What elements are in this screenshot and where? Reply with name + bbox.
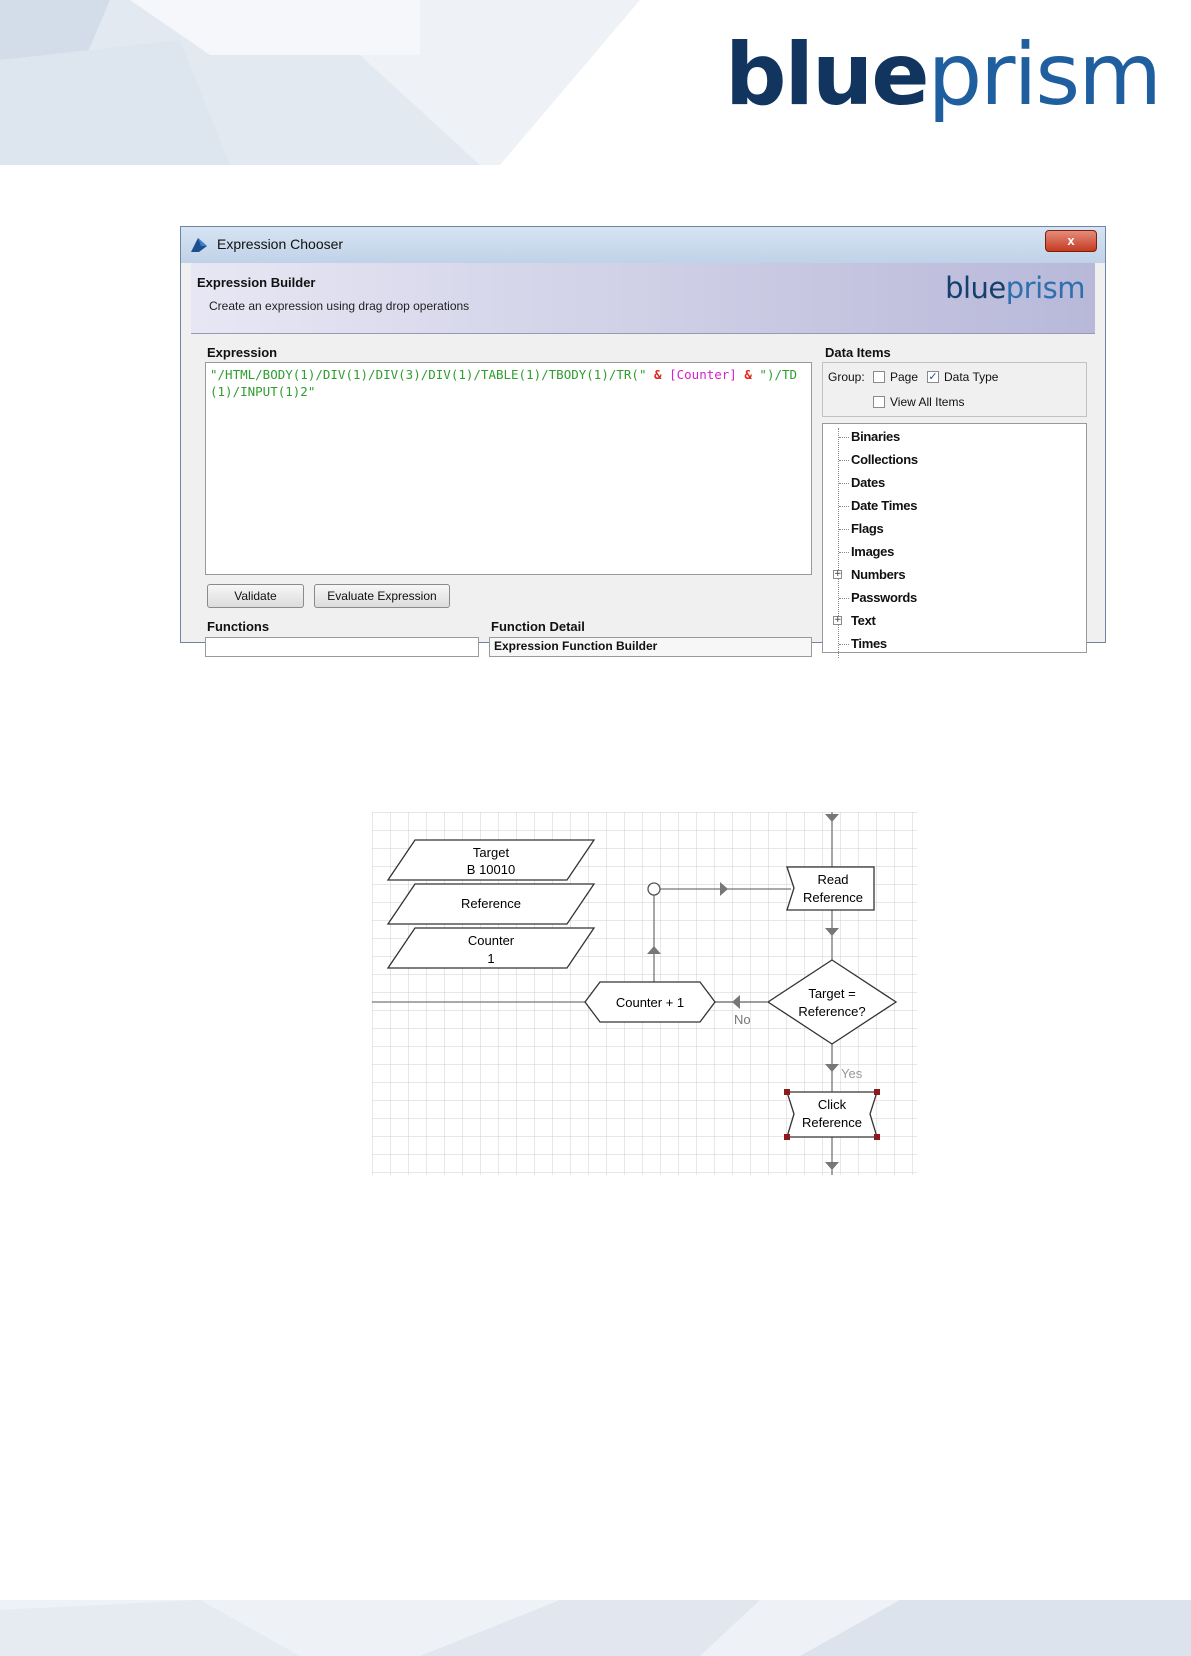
functions-list[interactable] <box>205 637 479 657</box>
data-item-target[interactable] <box>388 840 594 880</box>
svg-text:Click: Click <box>817 1097 847 1112</box>
svg-text:Reference: Reference <box>461 896 521 911</box>
read-reference-stage[interactable] <box>787 867 874 910</box>
selection-handle[interactable] <box>784 1089 790 1095</box>
function-detail-panel <box>489 637 812 657</box>
svg-text:Target: Target <box>472 845 510 860</box>
tree-item-images[interactable]: Images <box>851 544 895 559</box>
expand-numbers-icon[interactable]: + <box>834 569 842 579</box>
page-checkbox[interactable] <box>873 371 885 383</box>
expand-text-icon[interactable]: + <box>834 615 842 625</box>
svg-text:Reference: Reference <box>803 890 863 905</box>
process-flowchart <box>372 812 917 1175</box>
functions-label: Functions <box>207 619 270 634</box>
data-item-counter[interactable] <box>388 928 594 968</box>
dialog-titlebar <box>181 227 1105 263</box>
selection-handle[interactable] <box>874 1134 880 1140</box>
selection-handle[interactable] <box>784 1134 790 1140</box>
data-items-tree[interactable] <box>822 423 1087 653</box>
tree-item-numbers[interactable]: Numbers <box>851 567 906 582</box>
group-options <box>822 362 1087 417</box>
yes-label: Yes <box>841 1066 863 1081</box>
tree-item-times[interactable]: Times <box>851 636 887 651</box>
data-type-checkbox-label: Data Type <box>944 370 999 384</box>
svg-text:Target =: Target = <box>808 986 856 1001</box>
dialog-title: Expression Chooser <box>217 236 344 252</box>
svg-text:B 10010: B 10010 <box>466 862 516 877</box>
tree-item-passwords[interactable]: Passwords <box>851 590 917 605</box>
svg-text:1: 1 <box>487 951 495 966</box>
tree-item-dates[interactable]: Dates <box>851 475 885 490</box>
close-button[interactable] <box>1045 230 1097 252</box>
group-label: Group: <box>828 370 865 384</box>
tree-item-collections[interactable]: Collections <box>851 452 918 467</box>
expression-chooser-dialog <box>180 226 1106 653</box>
view-all-items-label: View All Items <box>890 395 965 409</box>
validate-button[interactable]: Validate <box>207 584 304 608</box>
close-icon: x <box>1067 233 1075 248</box>
svg-text:Reference?: Reference? <box>798 1004 866 1019</box>
footer-background-shapes <box>0 1600 1191 1656</box>
tree-item-binaries[interactable]: Binaries <box>851 429 900 444</box>
header-subtitle: Create an expression using drag drop operations <box>209 299 470 313</box>
no-label: No <box>734 1012 751 1027</box>
click-reference-stage[interactable] <box>784 1089 880 1140</box>
anchor-point <box>648 883 660 895</box>
view-all-items-checkbox[interactable] <box>873 396 885 408</box>
function-detail-label: Function Detail <box>491 619 585 634</box>
data-type-checkbox[interactable]: ✓ <box>928 370 938 383</box>
evaluate-expression-button[interactable]: Evaluate Expression <box>314 584 450 608</box>
svg-text:Reference: Reference <box>802 1115 862 1130</box>
data-item-reference[interactable] <box>388 884 594 924</box>
header-title: Expression Builder <box>197 275 316 290</box>
tree-item-date-times[interactable]: Date Times <box>851 498 918 513</box>
dialog-header <box>191 263 1095 334</box>
header-logo: blueprism <box>945 271 1085 305</box>
blueprism-app-icon <box>189 236 209 254</box>
expression-input[interactable]: "/HTML/BODY(1)/DIV(1)/DIV(3)/DIV(1)/TABLE(1)/TBODY(1)/TR(" & [Counter] & ")/TD(1)/INPUT(1)2" <box>205 362 812 575</box>
blueprism-logo: blueprism <box>725 25 1161 125</box>
svg-text:Counter + 1: Counter + 1 <box>615 995 685 1010</box>
expression-label: Expression <box>207 345 278 360</box>
tree-item-text[interactable]: Text <box>851 613 876 628</box>
svg-text:Counter: Counter <box>467 933 515 948</box>
function-detail-text: Expression Function Builder <box>494 639 658 653</box>
calc-counter-plus-one[interactable] <box>585 982 715 1022</box>
selection-handle[interactable] <box>874 1089 880 1095</box>
tree-item-flags[interactable]: Flags <box>851 521 884 536</box>
data-items-label: Data Items <box>825 345 891 360</box>
svg-text:Read: Read <box>817 872 849 887</box>
page-checkbox-label: Page <box>890 370 919 384</box>
